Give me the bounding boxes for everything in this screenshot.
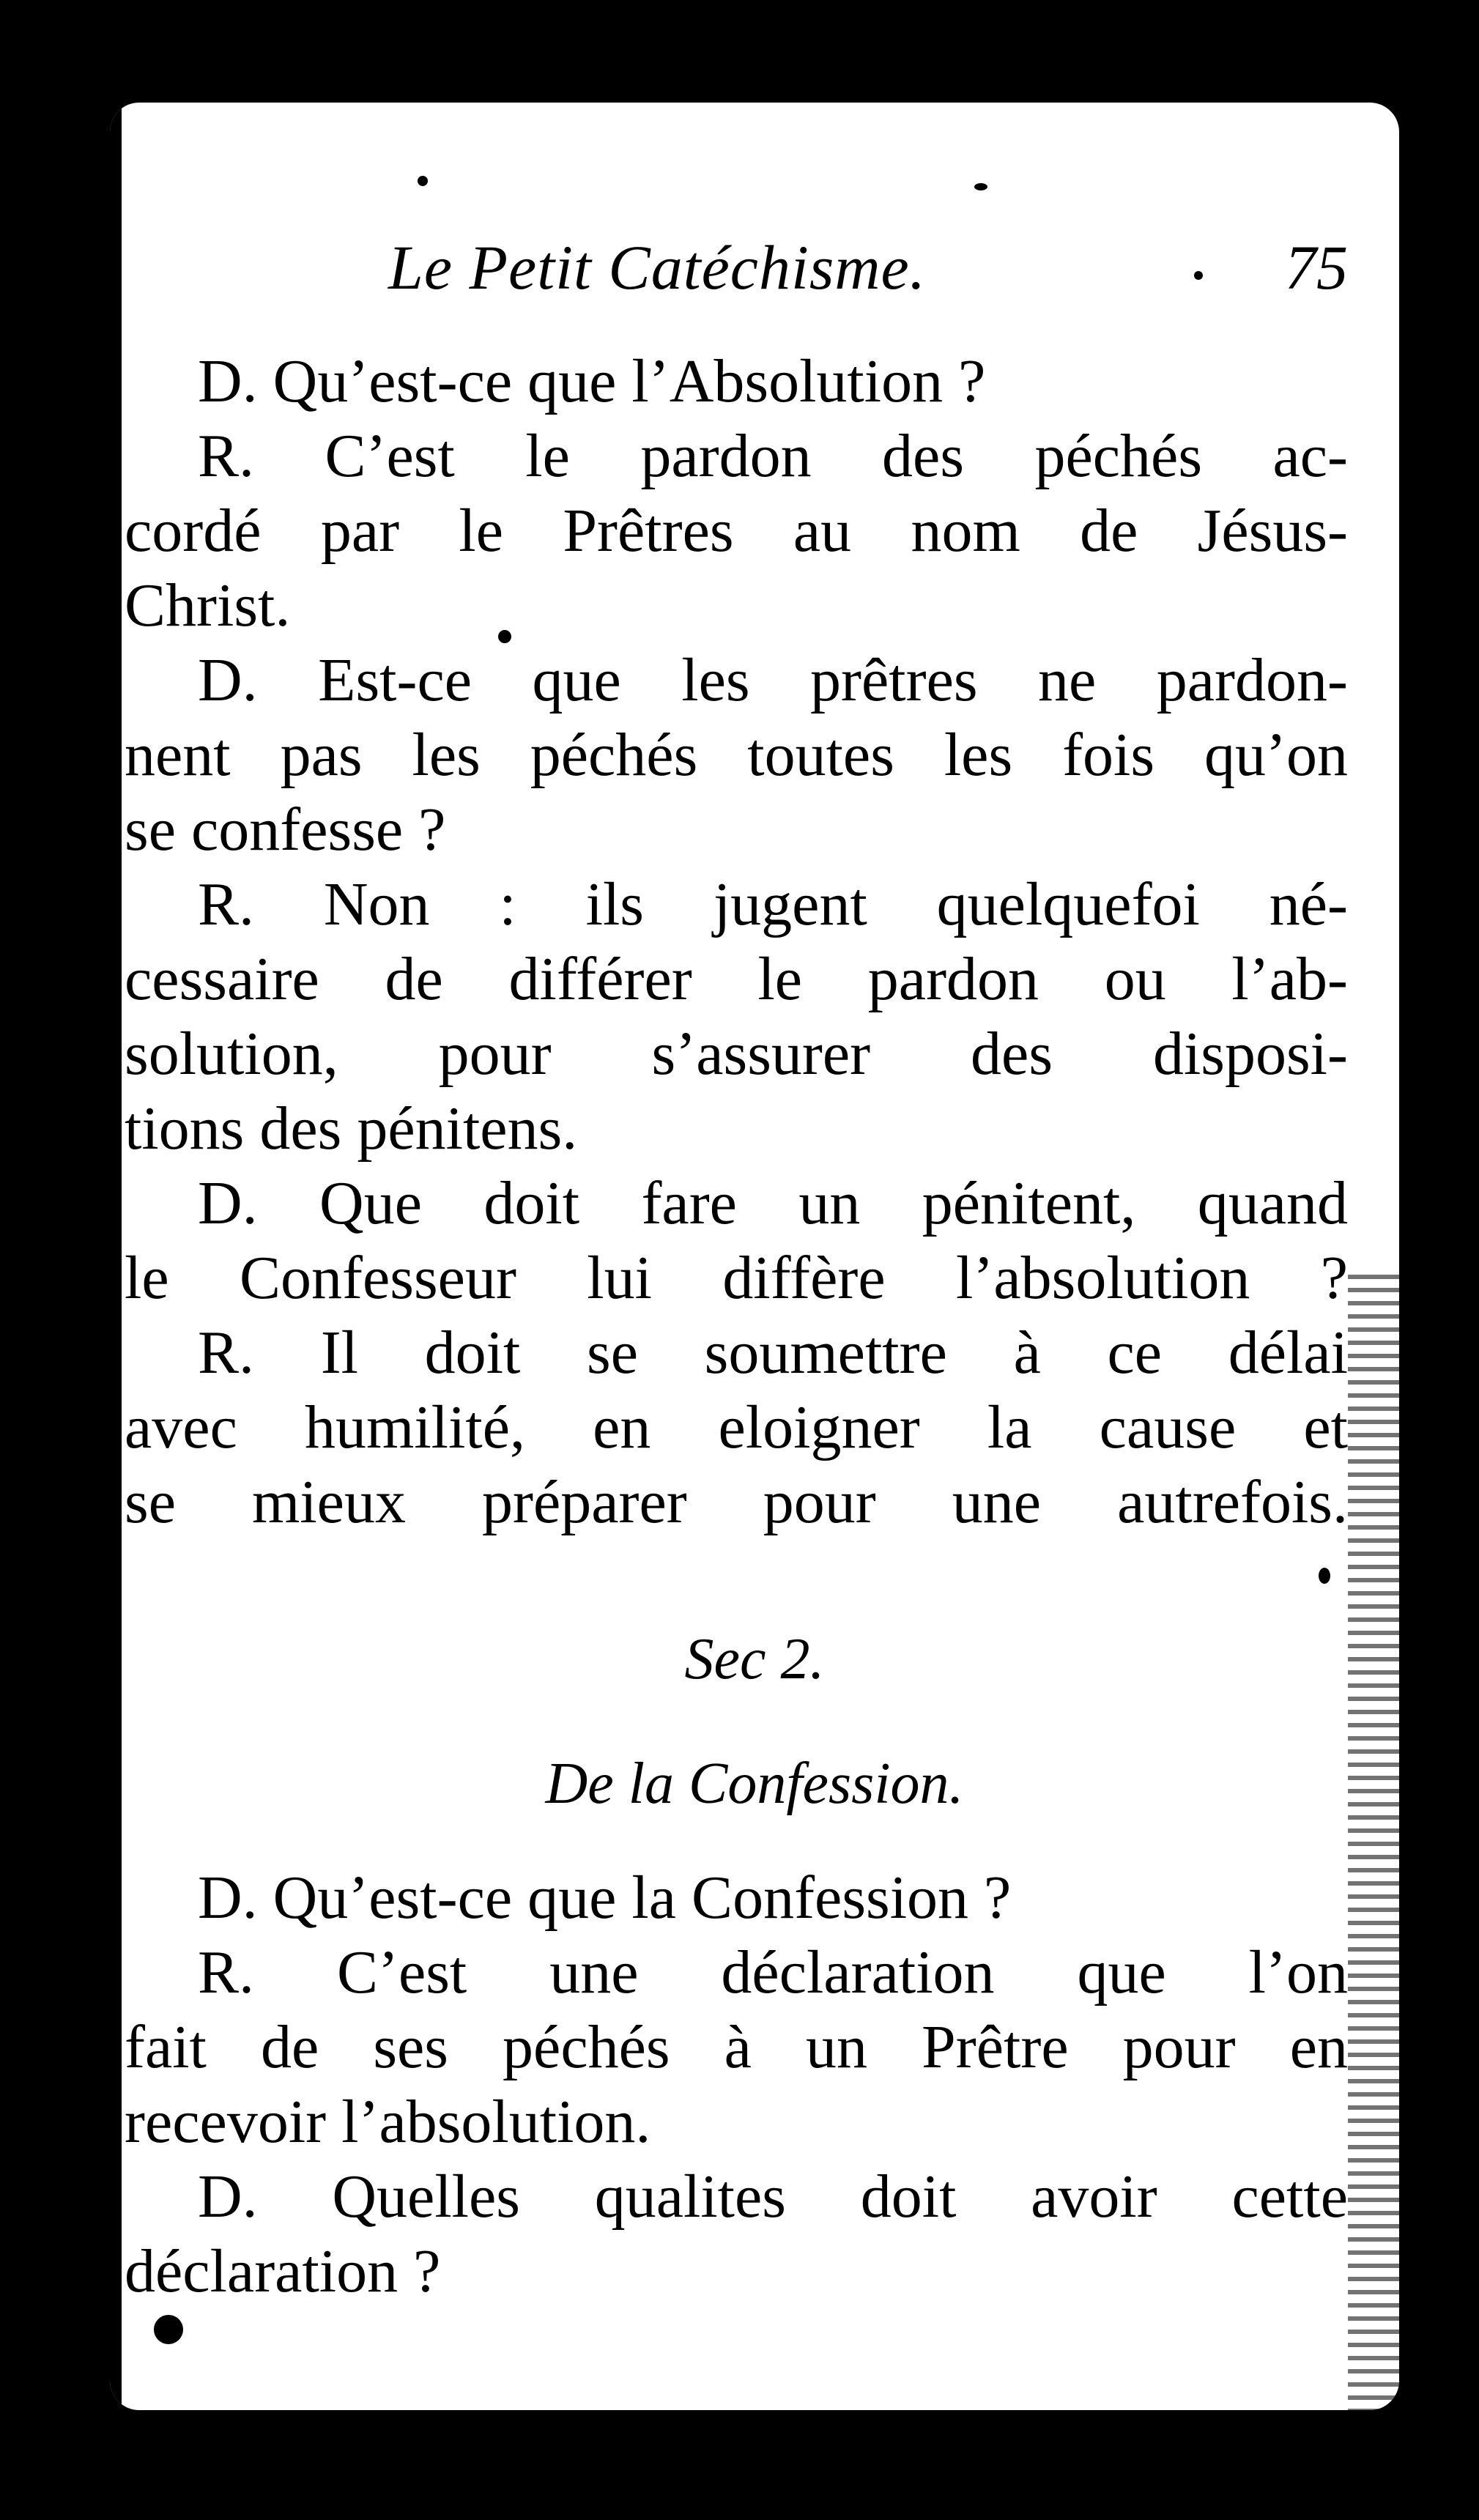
- scan-speck: [1194, 271, 1203, 280]
- text-line: D. Qu’est-ce que la Confession ?: [198, 1864, 1012, 1932]
- scan-noise-edge: [1348, 1275, 1399, 2410]
- catechism-section-confession: [125, 1861, 1348, 2309]
- text-line: recevoir l’absolution.: [125, 2088, 651, 2156]
- text-line: cessaire de différer le pardon ou l’ab-: [125, 945, 1348, 1013]
- scan-speck: [154, 2315, 183, 2344]
- text-line: cordé par le Prêtres au nom de Jésus-: [125, 497, 1348, 565]
- running-title: Le Petit Catéchisme.: [388, 232, 927, 303]
- scan-speck: [418, 176, 428, 186]
- text-line: R. Non : ils jugent quelquefoi né-: [198, 870, 1348, 938]
- section-subheading: De la Confession.: [545, 1752, 964, 1816]
- book-page: [110, 103, 1399, 2410]
- text-line: Christ.: [125, 571, 291, 640]
- text-line: déclaration ?: [125, 2237, 441, 2305]
- text-line: tions des pénitens.: [125, 1094, 578, 1163]
- text-line: se mieux préparer pour une autrefois.: [125, 1468, 1348, 1536]
- text-line: D. Qu’est-ce que l’Absolution ?: [198, 347, 986, 415]
- text-line: nent pas les péchés toutes les fois qu’on: [125, 721, 1348, 789]
- text-line: solution, pour s’assurer des disposi-: [125, 1020, 1348, 1088]
- text-line: R. C’est le pardon des péchés ac-: [198, 422, 1348, 490]
- scan-speck: [498, 630, 511, 643]
- text-line: le Confesseur lui diffère l’absolution ?: [125, 1244, 1348, 1312]
- text-line: fait de ses péchés à un Prêtre pour en: [125, 2013, 1348, 2081]
- text-line: R. Il doit se soumettre à ce délai: [198, 1319, 1348, 1387]
- text-line: R. C’est une déclaration que l’on: [198, 1938, 1348, 2006]
- text-line: avec humilité, en eloigner la cause et: [125, 1393, 1348, 1461]
- text-line: se confesse ?: [125, 796, 446, 864]
- catechism-section-absolution: [125, 344, 1348, 1540]
- text-line: D. Est-ce que les prêtres ne pardon-: [198, 646, 1348, 714]
- scan-speck: [974, 183, 987, 190]
- text-line: D. Que doit fare un pénitent, quand: [198, 1169, 1348, 1237]
- page-number: 75: [1285, 232, 1348, 303]
- scan-speck: [1319, 1568, 1330, 1584]
- page-header: [110, 231, 1399, 319]
- page-edge-shadow: [110, 103, 122, 2410]
- text-line: D. Quelles qualites doit avoir cette: [198, 2163, 1348, 2231]
- section-heading: Sec 2.: [684, 1627, 825, 1691]
